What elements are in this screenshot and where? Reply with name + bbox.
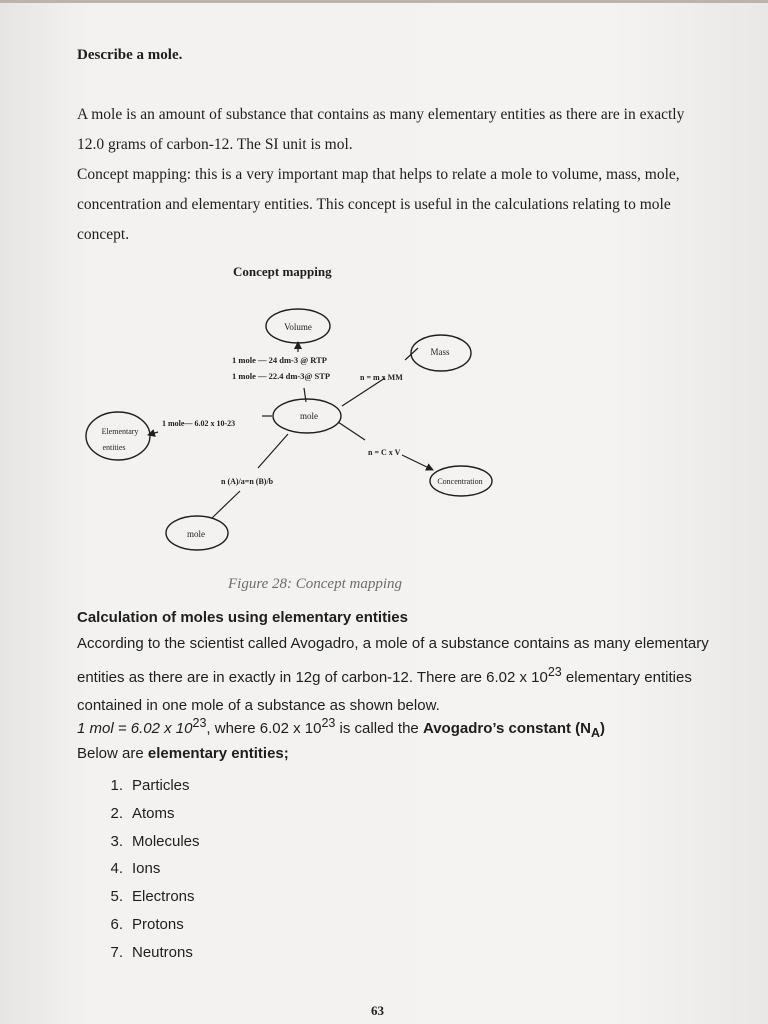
list-item-label: Ions <box>132 860 161 878</box>
page-number: 63 <box>371 1003 384 1018</box>
page-top-edge <box>0 0 768 3</box>
edge-label-elementary: 1 mole— 6.02 x 10-23 <box>162 419 236 428</box>
list-item <box>77 855 200 883</box>
mole-definition-paragraph: A mole is an amount of substance that contains as many elementary entities as there are in exactly 12.0 grams of carbon-12. The SI unit is mol. <box>77 106 685 153</box>
avogadro-paragraph-part1: According to the scientist called Avogadro, a mole of a substance contains as many elementary entities as there are in exactly in 12g of carbon-12. There are 6.02 x 10 <box>77 635 709 686</box>
list-item-number: 3. <box>110 832 123 850</box>
node-elementary-label-line2: entities <box>102 443 126 452</box>
concept-map-diagram <box>0 290 768 570</box>
list-item-number: 5. <box>110 888 123 906</box>
formula-constant-name <box>422 720 606 740</box>
concept-mapping-paragraph: Concept mapping: this is a very important map that helps to relate a mole to volume, mass, mole, concentration and elementary entities. This concept is useful in the calculations relating to mole concept. <box>77 166 680 243</box>
avogadro-formula <box>77 716 605 740</box>
section-title: Calculation of moles using elementary entities <box>77 609 408 626</box>
figure-caption: Figure 28: Concept mapping <box>228 576 403 592</box>
entities-intro-bold: elementary entities; <box>147 745 289 762</box>
formula-is-called: is called the <box>335 720 423 737</box>
node-elementary-label-line1: Elementary <box>101 427 139 436</box>
edge-mole-ratio-lower <box>212 491 240 518</box>
entities-intro-text: Below are <box>77 745 148 762</box>
formula-exponent: 23 <box>192 716 207 730</box>
entities-intro <box>77 745 289 762</box>
node-mole-bottom-label: mole <box>187 529 205 539</box>
list-item <box>77 772 200 800</box>
list-item <box>77 939 200 967</box>
edge-mole-ratio-line <box>258 434 288 468</box>
list-item <box>77 800 200 828</box>
question-heading: Describe a mole. <box>77 47 183 63</box>
list-item-label: Neutrons <box>132 943 193 961</box>
list-item-number: 1. <box>110 777 123 794</box>
edge-volume-line <box>304 388 306 402</box>
node-mass-label: Mass <box>430 347 450 357</box>
list-item-label: Electrons <box>132 888 195 906</box>
node-elementary-entities <box>86 412 150 460</box>
list-item-number: 7. <box>110 943 123 961</box>
list-item-number: 2. <box>110 804 123 822</box>
node-volume-label: Volume <box>284 322 312 332</box>
formula-italic: 1 mol = 6.02 x 10 <box>77 720 193 737</box>
list-item-number: 4. <box>110 860 123 878</box>
node-mole-center-label: mole <box>300 411 318 421</box>
node-concentration-label: Concentration <box>437 477 483 486</box>
edge-label-mole-ratio: n (A)/a=n (B)/b <box>221 477 274 486</box>
edge-mass-line <box>342 378 385 406</box>
list-item-label: Molecules <box>132 832 200 850</box>
edge-label-concentration: n = C x V <box>368 448 401 457</box>
edge-concentration-arrow <box>402 455 433 470</box>
formula-mid: , where 6.02 x 10 <box>206 720 322 737</box>
entities-list <box>77 772 200 967</box>
formula-constant-text: Avogadro’s constant (N <box>422 720 592 737</box>
list-item <box>77 828 200 856</box>
formula-mid-exponent: 23 <box>321 716 336 730</box>
edge-concentration-line <box>338 422 365 440</box>
edge-label-volume-stp: 1 mole — 22.4 dm-3@ STP <box>232 371 331 381</box>
avogadro-paragraph-exponent: 23 <box>547 665 562 679</box>
edge-label-volume-rtp: 1 mole — 24 dm-3 @ RTP <box>232 355 327 365</box>
list-item-label: Particles <box>132 777 190 794</box>
avogadro-paragraph <box>77 630 717 720</box>
list-item <box>77 911 200 939</box>
avogadro-paragraph-part2: elementary entities contained in one mole of a substance as shown below. <box>77 669 692 714</box>
list-item <box>77 883 200 911</box>
edge-label-mass: n = m x MM <box>360 373 403 382</box>
list-item-number: 6. <box>110 915 123 933</box>
formula-constant-subscript: A <box>591 726 601 740</box>
concept-map-title: Concept mapping <box>233 264 332 279</box>
list-item-label: Atoms <box>132 804 175 822</box>
formula-constant-close: ) <box>600 720 606 737</box>
list-item-label: Protons <box>132 915 184 933</box>
